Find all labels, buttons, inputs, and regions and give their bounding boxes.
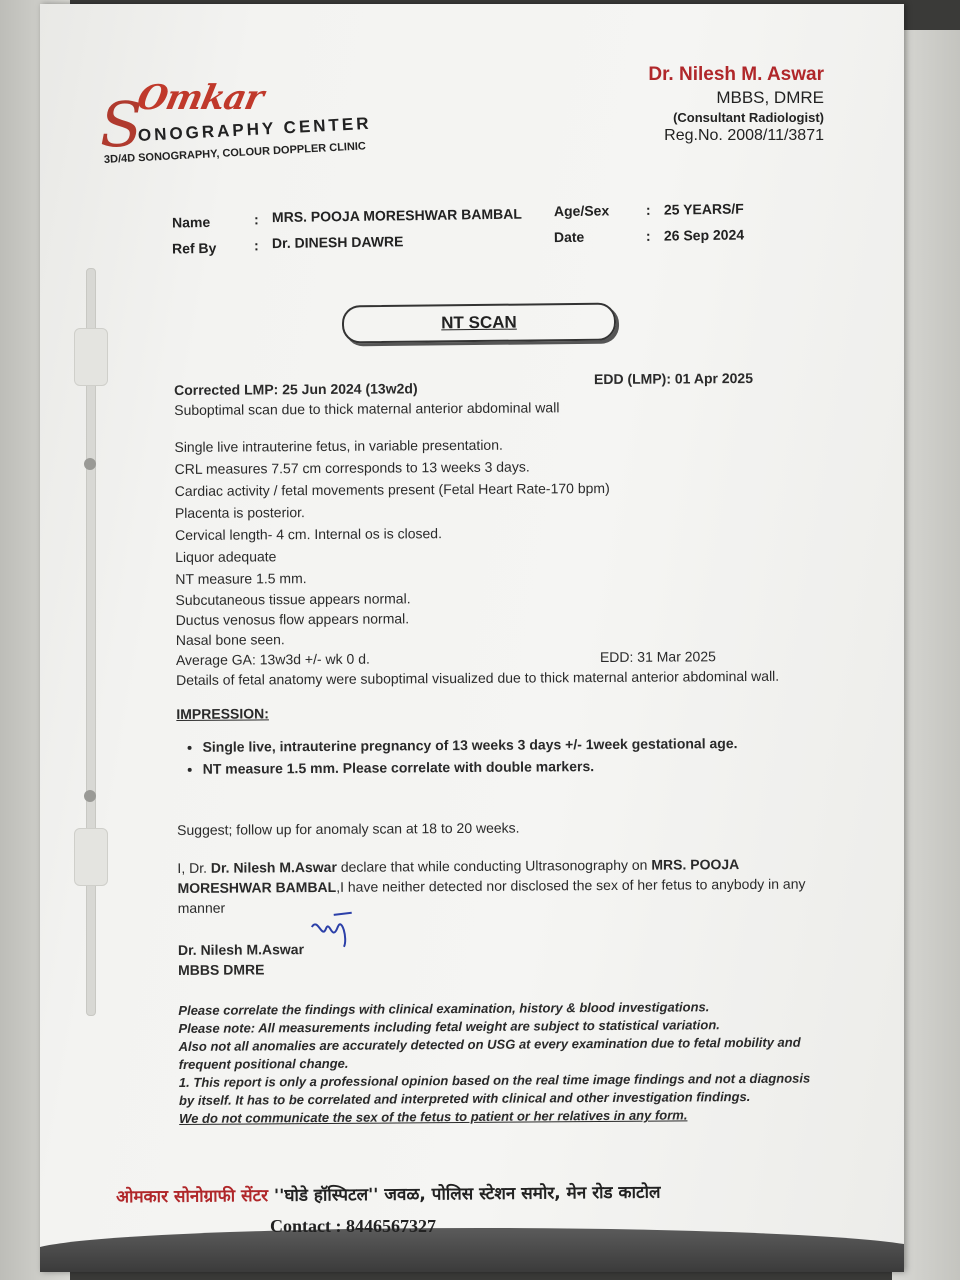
signature-mark-icon (308, 909, 358, 949)
finding-item: NT measure 1.5 mm. (175, 570, 307, 587)
finding-item: Liquor adequate (175, 548, 277, 565)
signature-degree: MBBS DMRE (178, 961, 265, 978)
finding-item: CRL measures 7.57 cm corresponds to 13 weeks 3 days. (174, 458, 530, 477)
logo-subline: 3D/4D SONOGRAPHY, COLOUR DOPPLER CLINIC (103, 140, 367, 166)
footer-contact: Contact : 8446567327 (270, 1216, 436, 1236)
finding-item: Subcutaneous tissue appears normal. (175, 590, 411, 608)
finding-item: Nasal bone seen. (175, 631, 285, 648)
logo-brand-line: ONOGRAPHY CENTER (137, 113, 372, 145)
finding-item: Ductus venosus flow appears normal. (175, 610, 410, 628)
ref-label: Ref By (171, 239, 217, 257)
finding-item: Cervical length- 4 cm. Internal os is closed. (175, 525, 443, 543)
corrected-lmp: Corrected LMP: 25 Jun 2024 (13w2d) (174, 380, 418, 398)
suggestion: Suggest; follow up for anomaly scan at 18 to 20 weeks. (177, 819, 520, 838)
report-title: NT SCAN (441, 312, 517, 333)
report-body (174, 369, 859, 1128)
finding-item: Cardiac activity / fetal movements present (Fetal Heart Rate-170 bpm) (174, 479, 610, 499)
impression-item: • NT measure 1.5 mm. Please correlate with double markers. (203, 753, 857, 780)
doctor-role: (Consultant Radiologist) (673, 110, 824, 125)
ref-value: Dr. DINESH DAWRE (271, 233, 404, 252)
logo-initial-s: S (100, 88, 143, 161)
report-title-box (342, 303, 616, 344)
age-label: Age/Sex (553, 202, 610, 220)
footer (40, 1166, 904, 1272)
doctor-header (648, 64, 824, 145)
findings-list (174, 431, 856, 690)
doctor-degree: MBBS, DMRE (716, 88, 824, 107)
edd-us: EDD: 31 Mar 2025 (599, 648, 716, 666)
logo-brand-script: Omkar (133, 78, 267, 118)
signature-block (178, 935, 858, 980)
impression-heading: IMPRESSION: (176, 705, 269, 722)
impression-item: • Single live, intrauterine pregnancy of 13 weeks 3 days +/- 1week gestational age. (202, 731, 856, 758)
report-page (40, 4, 904, 1272)
edd-lmp: EDD (LMP): 01 Apr 2025 (593, 369, 754, 388)
date-value: 26 Sep 2024 (663, 226, 745, 244)
patient-name: MRS. POOJA MORESHWAR BAMBAL (271, 205, 523, 226)
impression-list (176, 731, 856, 780)
average-ga: Average GA: 13w3d +/- wk 0 d. (175, 650, 370, 668)
clinic-logo (100, 66, 400, 176)
footer-band (40, 1228, 904, 1272)
anatomy-note: Details of fetal anatomy were suboptimal visualized due to thick maternal anterior abdominal wall. (176, 667, 780, 688)
name-label: Name (171, 213, 211, 231)
finding-item: Single live intrauterine fetus, in variable presentation. (174, 436, 503, 455)
date-label: Date (553, 228, 585, 246)
doctor-reg: Reg.No. 2008/11/3871 (664, 127, 824, 144)
patient-info: Name : MRS. POOJA MORESHWAR BAMBAL Age/Sex : 25 YEARS/F Ref By : Dr. DINESH DAWRE Date : 26 Sep 2024 (171, 200, 745, 257)
age-value: 25 YEARS/F (663, 200, 744, 218)
finding-item: Placenta is posterior. (174, 504, 305, 521)
doctor-name: Dr. Nilesh M. Aswar (648, 64, 824, 85)
signature-name: Dr. Nilesh M.Aswar (177, 941, 305, 958)
file-strip (72, 268, 108, 1014)
suboptimal-note: Suboptimal scan due to thick maternal anterior abdominal wall (174, 399, 560, 418)
disclaimer: Please correlate the findings with clinical examination, history & blood investigations. Please note: All measurements including fetal weight are subject to statistical variation. Also not all anomalies are accurately detected on USG at every examination due to fetal mobility and frequent positional change. 1. This report is only a professional opinion based on the real time image findings and not a diagnosis by itself. It has to be correlated and interpreted with clinical and other investigation findings. We do not communicate the sex of the fetus to patient or her relatives in any form. (178, 999, 811, 1126)
declaration: I, Dr. Dr. Nilesh M.Aswar declare that while conducting Ultrasonography on MRS. POOJA MORESHWAR BAMBAL,I have neither detected nor disclosed the sex of her fetus to anybody in any manner (177, 856, 806, 916)
footer-address: ओमकार सोनोग्राफी सेंटर ''घोडे हॉस्पिटल'' जवळ, पोलिस स्टेशन समोर, मेन रोड काटोल (115, 1182, 661, 1208)
